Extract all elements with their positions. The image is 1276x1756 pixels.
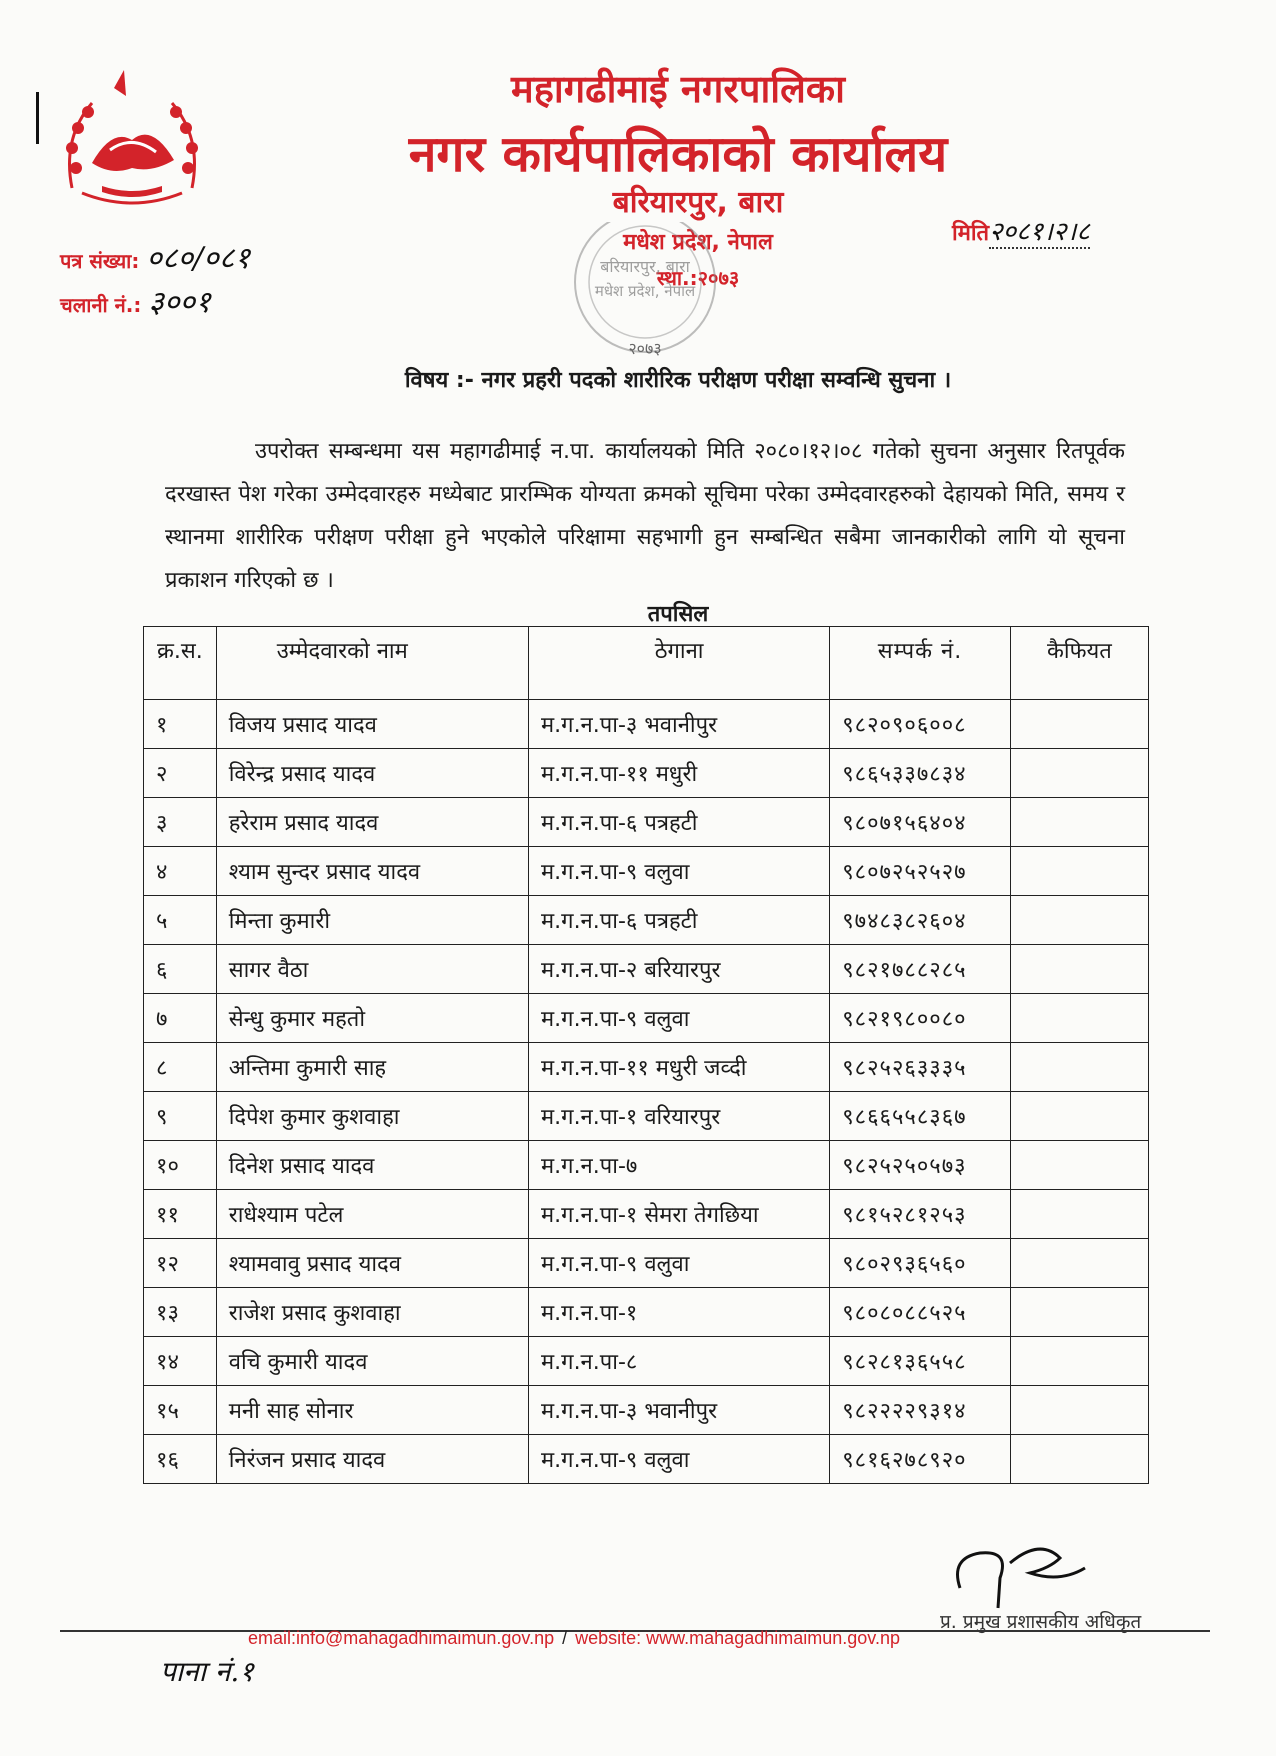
- letter-number-value: ०८०/०८१: [146, 241, 251, 276]
- cell-address: म.ग.न.पा-२ बरियारपुर: [529, 945, 830, 994]
- cell-serial: ३: [144, 798, 217, 847]
- cell-remarks: [1010, 798, 1148, 847]
- cell-remarks: [1010, 1141, 1148, 1190]
- cell-address: म.ग.न.पा-११ मधुरी: [529, 749, 830, 798]
- cell-remarks: [1010, 1288, 1148, 1337]
- cell-serial: ६: [144, 945, 217, 994]
- table-row: [144, 1435, 1149, 1484]
- cell-contact: ९८०८०८८५२५: [830, 1288, 1011, 1337]
- cell-name: हरेराम प्रसाद यादव: [216, 798, 528, 847]
- cell-serial: १: [144, 700, 217, 749]
- cell-name: अन्तिमा कुमारी साह: [216, 1043, 528, 1092]
- cell-serial: ५: [144, 896, 217, 945]
- notice-subject: विषय :- नगर प्रहरी पदको शारीरिक परीक्षण परीक्षा सम्वन्धि सुचना ।: [404, 368, 952, 393]
- header-name: उम्मेदवारको नाम: [216, 627, 528, 700]
- cell-name: मनी साह सोनार: [216, 1386, 528, 1435]
- table-row: [144, 847, 1149, 896]
- seal-year: २०७३: [628, 339, 662, 358]
- cell-remarks: [1010, 749, 1148, 798]
- seal-line-1: बरियारपुर, बारा: [600, 257, 690, 276]
- cell-name: श्याम सुन्दर प्रसाद यादव: [216, 847, 528, 896]
- cell-remarks: [1010, 994, 1148, 1043]
- cell-serial: १२: [144, 1239, 217, 1288]
- dispatch-number-value: ३००१: [148, 285, 211, 320]
- notice-body: उपरोक्त सम्बन्धमा यस महागढीमाई न.पा. कार्यालयको मिति २०८०।१२।०८ गतेको सुचना अनुसार रितपूर्वक दरखास्त पेश गरेका उम्मेदवारहरु मध्येबाट प्रारम्भिक योग्यता क्रमको सूचिमा परेका उम्मेदवारहरुको देहायको मिति, समय र स्थानमा शारीरिक परीक्षण परीक्षा हुने भएकोले परिक्षामा सहभागी हुन सम्बन्धित सबैमा जानकारीको लागि यो सूचना प्रकाशन गरिएको छ ।: [165, 439, 1125, 593]
- cell-contact: ९८२१७८८२८५: [830, 945, 1011, 994]
- cell-remarks: [1010, 847, 1148, 896]
- table-row: [144, 1190, 1149, 1239]
- table-row: [144, 896, 1149, 945]
- cell-contact: ९७४८३८२६०४: [830, 896, 1011, 945]
- header-address: ठेगाना: [529, 627, 830, 700]
- cell-address: म.ग.न.पा-१ वरियारपुर: [529, 1092, 830, 1141]
- cell-address: म.ग.न.पा-१ सेमरा तेगछिया: [529, 1190, 830, 1239]
- cell-address: म.ग.न.पा-६ पत्रहटी: [529, 896, 830, 945]
- footer-website: website: www.mahagadhimaimun.gov.np: [575, 1628, 900, 1648]
- cell-contact: ९८२२२२९३१४: [830, 1386, 1011, 1435]
- cell-remarks: [1010, 1239, 1148, 1288]
- header-serial: क्र.स.: [144, 627, 217, 700]
- cell-remarks: [1010, 1386, 1148, 1435]
- cell-name: दिनेश प्रसाद यादव: [216, 1141, 528, 1190]
- cell-remarks: [1010, 896, 1148, 945]
- cell-contact: ९८०७२५२५२७: [830, 847, 1011, 896]
- cell-remarks: [1010, 1190, 1148, 1239]
- cell-name: राधेश्याम पटेल: [216, 1190, 528, 1239]
- cell-serial: ८: [144, 1043, 217, 1092]
- cell-remarks: [1010, 1337, 1148, 1386]
- municipality-name: महागढीमाई नगरपालिका: [511, 67, 845, 111]
- cell-address: म.ग.न.पा-६ पत्रहटी: [529, 798, 830, 847]
- cell-address: म.ग.न.पा-३ भवानीपुर: [529, 700, 830, 749]
- cell-address: म.ग.न.पा-९ वलुवा: [529, 847, 830, 896]
- cell-name: विजय प्रसाद यादव: [216, 700, 528, 749]
- header-remarks: कैफियत: [1010, 627, 1148, 700]
- cell-contact: ९८२१९८००८०: [830, 994, 1011, 1043]
- dispatch-number: [60, 280, 211, 321]
- cell-name: श्यामवावु प्रसाद यादव: [216, 1239, 528, 1288]
- cell-contact: ९८६५३३७८३४: [830, 749, 1011, 798]
- cell-contact: ९८२५२६३३३५: [830, 1043, 1011, 1092]
- cell-remarks: [1010, 700, 1148, 749]
- header-contact: सम्पर्क नं.: [830, 627, 1011, 700]
- established-year: स्था.:२०७३: [656, 266, 740, 290]
- cell-serial: ११: [144, 1190, 217, 1239]
- cell-serial: ९: [144, 1092, 217, 1141]
- cell-name: निरंजन प्रसाद यादव: [216, 1435, 528, 1484]
- cell-serial: २: [144, 749, 217, 798]
- scan-mark: [36, 92, 39, 144]
- cell-name: दिपेश कुमार कुशवाहा: [216, 1092, 528, 1141]
- cell-serial: १५: [144, 1386, 217, 1435]
- cell-name: सागर वैठा: [216, 945, 528, 994]
- province-name: मधेश प्रदेश, नेपाल: [623, 230, 773, 255]
- date-value: २०८१।२।८: [989, 217, 1090, 247]
- cell-serial: १०: [144, 1141, 217, 1190]
- cell-remarks: [1010, 1092, 1148, 1141]
- office-name: नगर कार्यपालिकाको कार्यालय: [408, 125, 948, 183]
- table-row: [144, 1386, 1149, 1435]
- cell-serial: १४: [144, 1337, 217, 1386]
- cell-name: वचि कुमारी यादव: [216, 1337, 528, 1386]
- cell-address: म.ग.न.पा-९ वलुवा: [529, 1435, 830, 1484]
- cell-name: राजेश प्रसाद कुशवाहा: [216, 1288, 528, 1337]
- cell-contact: ९८६६५५८३६७: [830, 1092, 1011, 1141]
- cell-remarks: [1010, 945, 1148, 994]
- cell-serial: १३: [144, 1288, 217, 1337]
- cell-contact: ९८०२९३६५६०: [830, 1239, 1011, 1288]
- cell-address: म.ग.न.पा-३ भवानीपुर: [529, 1386, 830, 1435]
- cell-name: सेन्धु कुमार महतो: [216, 994, 528, 1043]
- cell-remarks: [1010, 1435, 1148, 1484]
- cell-address: म.ग.न.पा-९ वलुवा: [529, 994, 830, 1043]
- cell-address: म.ग.न.पा-१: [529, 1288, 830, 1337]
- cell-address: म.ग.न.पा-८: [529, 1337, 830, 1386]
- cell-contact: ९८२०९०६००८: [830, 700, 1011, 749]
- cell-address: म.ग.न.पा-९ वलुवा: [529, 1239, 830, 1288]
- dispatch-number-label: चलानी नं.:: [60, 293, 142, 317]
- notice-date: [952, 212, 1090, 248]
- cell-serial: ७: [144, 994, 217, 1043]
- letter-number-label: पत्र संख्या:: [60, 249, 140, 273]
- table-row: [144, 798, 1149, 847]
- office-location: बरियारपुर, बारा: [612, 185, 784, 220]
- table-caption: तपसिल: [647, 602, 709, 627]
- table-row: [144, 749, 1149, 798]
- date-label: मिति: [952, 221, 990, 246]
- cell-address: म.ग.न.पा-७: [529, 1141, 830, 1190]
- table-row: [144, 1239, 1149, 1288]
- cell-contact: ९८२८१३६५५८: [830, 1337, 1011, 1386]
- cell-remarks: [1010, 1043, 1148, 1092]
- table-row: [144, 994, 1149, 1043]
- cell-name: मिन्ता कुमारी: [216, 896, 528, 945]
- table-row: [144, 1092, 1149, 1141]
- footer-separator: /: [562, 1628, 568, 1648]
- seal-line-2: मधेश प्रदेश, नेपाल: [594, 282, 696, 300]
- table-row: [144, 1337, 1149, 1386]
- signature-mark: [940, 1528, 1100, 1618]
- cell-name: विरेन्द्र प्रसाद यादव: [216, 749, 528, 798]
- table-row: [144, 700, 1149, 749]
- cell-contact: ९८२५२५०५७३: [830, 1141, 1011, 1190]
- footer-contact: [248, 1628, 900, 1649]
- table-row: [144, 1141, 1149, 1190]
- cell-serial: १६: [144, 1435, 217, 1484]
- letter-number: [60, 236, 250, 277]
- cell-serial: ४: [144, 847, 217, 896]
- table-row: [144, 1288, 1149, 1337]
- footer-email: email:info@mahagadhimaimun.gov.np: [248, 1628, 555, 1648]
- cell-contact: ९८१५२८१२५३: [830, 1190, 1011, 1239]
- cell-contact: ९८१६२७८९२०: [830, 1435, 1011, 1484]
- cell-contact: ९८०७१५६४०४: [830, 798, 1011, 847]
- office-seal: [540, 222, 750, 372]
- table-row: [144, 945, 1149, 994]
- candidate-table: [143, 626, 1149, 1484]
- table-row: [144, 1043, 1149, 1092]
- page-number: पाना नं.१: [160, 1655, 254, 1688]
- cell-address: म.ग.न.पा-११ मधुरी जव्दी: [529, 1043, 830, 1092]
- signing-officer: प्र. प्रमुख प्रशासकीय अधिकृत: [940, 1611, 1142, 1633]
- table-header-row: [144, 627, 1149, 700]
